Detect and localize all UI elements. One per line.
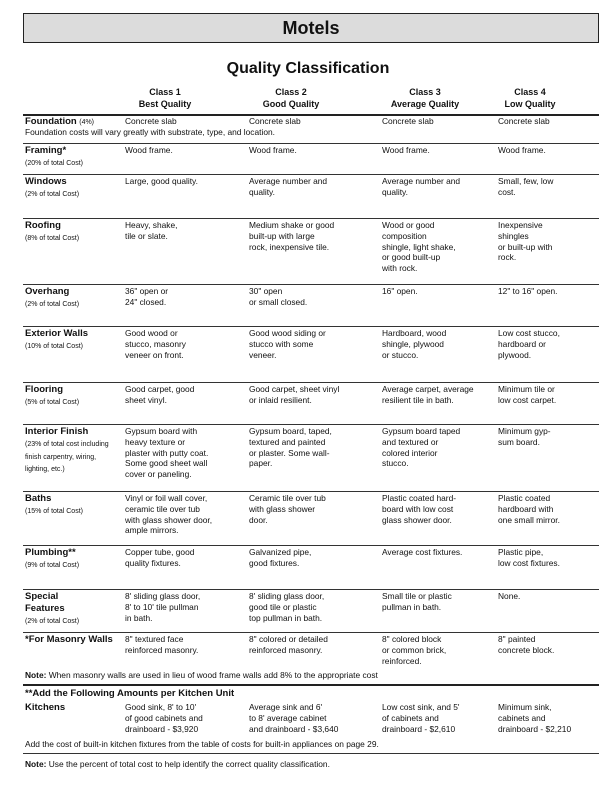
- row-divider: [23, 143, 599, 144]
- row-name: Foundation: [25, 116, 77, 127]
- class-2-cell: Good wood siding or stucco with some veneer.: [249, 328, 326, 360]
- final-note: [25, 759, 595, 770]
- row-percent: (20% of total Cost): [25, 159, 83, 167]
- class-4-cell: Wood frame.: [498, 145, 546, 155]
- class-2-cell: Galvanized pipe, good fixtures.: [249, 547, 312, 568]
- note-label: Note:: [25, 670, 47, 680]
- row-name: Exterior Walls: [25, 328, 89, 339]
- row-divider: [23, 284, 599, 285]
- row-name: Baths: [25, 493, 52, 504]
- row-percent: (8% of total Cost): [25, 234, 80, 242]
- row-divider: [23, 218, 599, 219]
- class-2-cell: Good carpet, sheet vinyl or inlaid resilient.: [249, 384, 340, 405]
- class-2-cell: Ceramic tile over tub with glass shower door.: [249, 493, 326, 525]
- row-divider: [23, 589, 599, 590]
- class-2-cell: 30" open or small closed.: [249, 286, 308, 307]
- class-3-cell: Hardboard, wood shingle, plywood or stucco.: [382, 328, 447, 360]
- row-percent: (2% of total Cost): [25, 617, 80, 625]
- kitchen-header: **Add the Following Amounts per Kitchen Unit: [25, 688, 235, 699]
- class-4-cell: Minimum gyp- sum board.: [498, 426, 551, 447]
- row-name: Kitchens: [25, 702, 66, 713]
- row-divider: [23, 632, 599, 633]
- row-label: [25, 547, 125, 572]
- row-percent: (23% of total cost including finish carpentry, wiring, lighting, etc.): [25, 440, 109, 474]
- class-3-header: Class 3 Average Quality: [390, 87, 460, 109]
- row-divider: [23, 326, 599, 327]
- row-divider: [23, 174, 599, 175]
- row-label: [25, 591, 125, 627]
- row-percent: (2% of total Cost): [25, 300, 80, 308]
- row-percent: (2% of total Cost): [25, 190, 80, 198]
- class-1-cell: Concrete slab: [125, 116, 177, 126]
- note-text: Use the percent of total cost to help identify the correct quality classification.: [46, 759, 330, 769]
- class-1-header: Class 1 Best Quality: [138, 87, 192, 109]
- kitchen-class-3-cell: Low cost sink, and 5' of cabinets and drainboard - $2,610: [382, 702, 460, 734]
- class-4-cell: 8" painted concrete block.: [498, 634, 555, 655]
- row-name: Flooring: [25, 384, 63, 395]
- note-label: Note:: [25, 759, 47, 769]
- class-1-cell: Gypsum board with heavy texture or plaster with putty coat. Some good sheet wall cover or paneling.: [125, 426, 209, 480]
- class-3-cell: Average number and quality.: [382, 176, 461, 197]
- class-1-cell: 36" open or 24" closed.: [125, 286, 169, 307]
- row-label: [25, 634, 125, 646]
- class-4-cell: Plastic coated hardboard with one small mirror.: [498, 493, 560, 525]
- class-3-cell: Average carpet, average resilient tile in bath.: [382, 384, 474, 405]
- class-3-cell: Gypsum board taped and textured or colored interior stucco.: [382, 426, 461, 469]
- class-1-cell: Copper tube, good quality fixtures.: [125, 547, 195, 568]
- class-1-cell: Large, good quality.: [125, 176, 198, 186]
- foundation-note: Foundation costs will vary greatly with substrate, type, and location.: [25, 127, 275, 137]
- row-name: Overhang: [25, 286, 70, 297]
- row-label: [25, 384, 125, 409]
- row-name: Windows: [25, 176, 67, 187]
- section-divider: [23, 684, 599, 686]
- class-3-cell: Wood or good composition shingle, light shake, or good built-up with rock.: [382, 220, 456, 274]
- class-1-cell: Vinyl or foil wall cover, ceramic tile over tub with glass shower door, ample mirrors.: [125, 493, 213, 536]
- class-1-cell: Wood frame.: [125, 145, 173, 155]
- row-label: [25, 145, 125, 170]
- class-2-header: Class 2 Good Quality: [262, 87, 320, 109]
- row-percent: (5% of total Cost): [25, 398, 80, 406]
- class-1-cell: Good wood or stucco, masonry veneer on front.: [125, 328, 186, 360]
- class-4-cell: 12" to 16" open.: [498, 286, 558, 296]
- class-1-cell: 8' sliding glass door, 8' to 10' tile pullman in bath.: [125, 591, 201, 623]
- row-name: Special Features: [25, 591, 65, 614]
- row-label: [25, 328, 125, 353]
- row-divider: [23, 491, 599, 492]
- class-3-cell: Average cost fixtures.: [382, 547, 463, 557]
- kitchen-class-1-cell: Good sink, 8' to 10' of good cabinets and drainboard - $3,920: [125, 702, 203, 734]
- class-1-cell: 8" textured face reinforced masonry.: [125, 634, 199, 655]
- class-3-cell: Plastic coated hard- board with low cost glass shower door.: [382, 493, 457, 525]
- class-4-cell: Minimum tile or low cost carpet.: [498, 384, 557, 405]
- class-headers: [0, 86, 616, 112]
- class-2-cell: 8' sliding glass door, good tile or plastic top pullman in bath.: [249, 591, 325, 623]
- row-label: [25, 426, 125, 476]
- class-3-cell: 16" open.: [382, 286, 418, 296]
- class-2-cell: Concrete slab: [249, 116, 301, 126]
- page-title: Motels: [23, 13, 599, 43]
- class-1-cell: Heavy, shake, tile or slate.: [125, 220, 178, 241]
- note-text: When masonry walls are used in lieu of wood frame walls add 8% to the appropriate cost: [46, 670, 378, 680]
- row-label: [25, 220, 125, 245]
- row-name: Framing*: [25, 145, 67, 156]
- row-label: [25, 176, 125, 201]
- class-4-cell: Low cost stucco, hardboard or plywood.: [498, 328, 560, 360]
- row-label: [25, 286, 125, 311]
- row-label: [25, 702, 125, 714]
- class-3-cell: Wood frame.: [382, 145, 430, 155]
- row-name: Interior Finish: [25, 426, 89, 437]
- class-2-cell: Medium shake or good built-up with large rock, inexpensive tile.: [249, 220, 335, 252]
- row-name: *For Masonry Walls: [25, 634, 113, 645]
- class-4-cell: None.: [498, 591, 521, 601]
- row-divider: [23, 424, 599, 425]
- row-divider: [23, 545, 599, 546]
- subtitle: Quality Classification: [226, 60, 390, 77]
- row-name: Roofing: [25, 220, 61, 231]
- kitchen-note: Add the cost of built-in kitchen fixtures from the table of costs for built-in appliances on page 29.: [25, 739, 379, 749]
- class-4-cell: Inexpensive shingles or built-up with rock.: [498, 220, 553, 263]
- row-percent: (9% of total Cost): [25, 561, 80, 569]
- class-4-cell: Concrete slab: [498, 116, 550, 126]
- row-percent: (15% of total Cost): [25, 507, 83, 515]
- class-3-cell: Concrete slab: [382, 116, 434, 126]
- class-4-cell: Plastic pipe, low cost fixtures.: [498, 547, 560, 568]
- masonry-note: [25, 670, 595, 681]
- class-4-header: Class 4 Low Quality: [504, 87, 556, 109]
- class-1-cell: Good carpet, good sheet vinyl.: [125, 384, 195, 405]
- class-2-cell: Wood frame.: [249, 145, 297, 155]
- row-name: Plumbing**: [25, 547, 76, 558]
- class-3-cell: 8" colored block or common brick, reinforced.: [382, 634, 447, 666]
- class-4-cell: Small, few, low cost.: [498, 176, 554, 197]
- class-2-cell: Gypsum board, taped, textured and painted or plaster. Some wall- paper.: [249, 426, 332, 469]
- row-divider: [23, 382, 599, 383]
- kitchen-class-4-cell: Minimum sink, cabinets and drainboard - $2,210: [498, 702, 572, 734]
- row-percent: (10% of total Cost): [25, 342, 83, 350]
- row-label: [25, 493, 125, 518]
- class-3-cell: Small tile or plastic pullman in bath.: [382, 591, 452, 612]
- class-2-cell: Average number and quality.: [249, 176, 328, 197]
- row-percent: (4%): [79, 119, 95, 126]
- class-2-cell: 8" colored or detailed reinforced masonry.: [249, 634, 328, 655]
- kitchen-class-2-cell: Average sink and 6' to 8' average cabinet and drainboard - $3,640: [249, 702, 339, 734]
- section-divider: [23, 753, 599, 754]
